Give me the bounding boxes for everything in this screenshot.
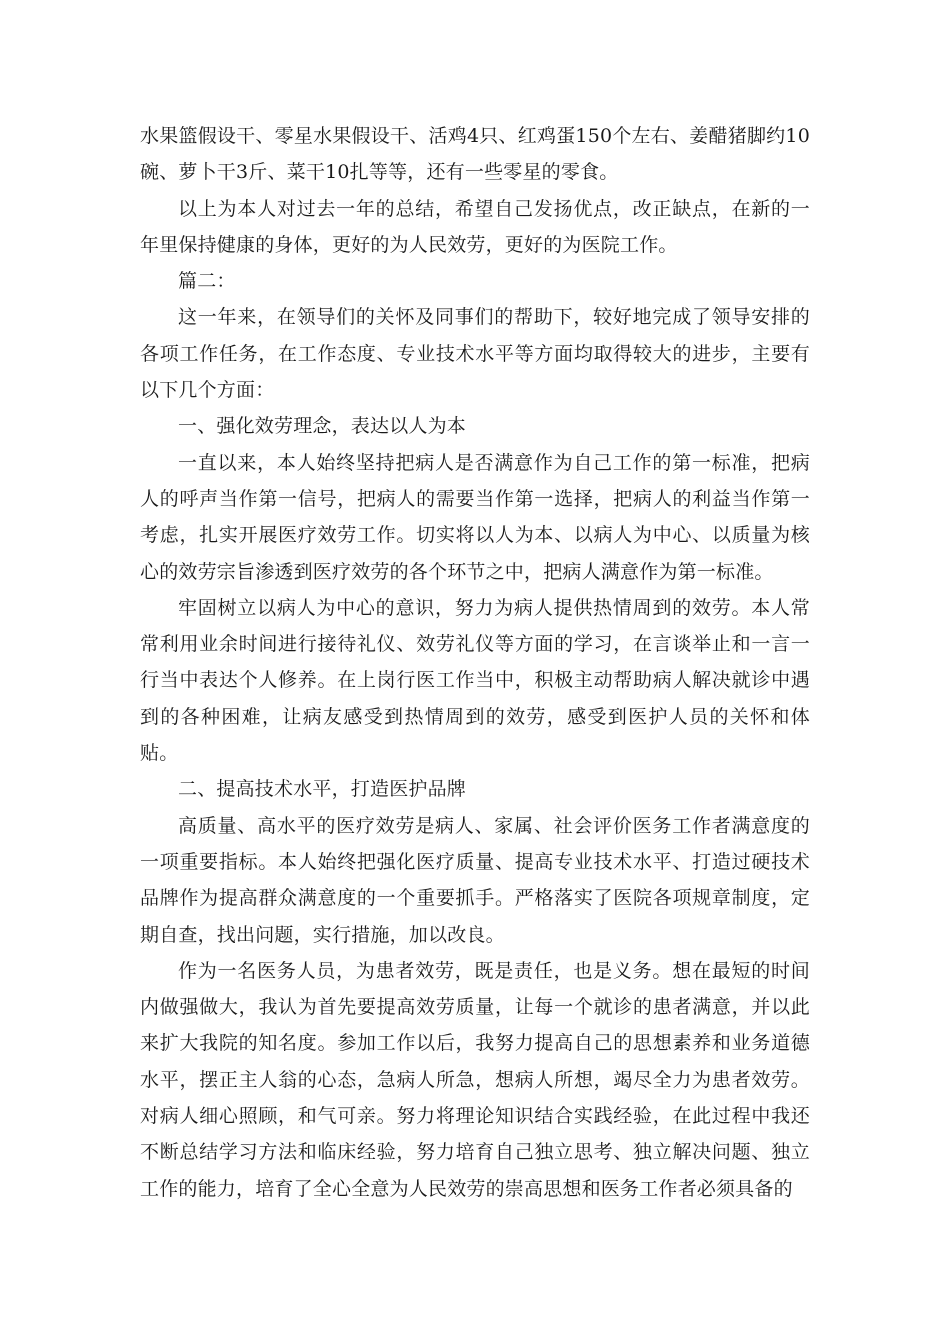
paragraph-6: 高质量、高水平的医疗效劳是病人、家属、社会评价医务工作者满意度的一项重要指标。本人始终把强化医疗质量、提高专业技术水平、打造过硬技术品牌作为提高群众满意度的一个重要抓手。严格落实了医院各项规章制度，定期自查，找出问题，实行措施，加以改良。 <box>140 814 810 946</box>
paragraph-4: 一直以来，本人始终坚持把病人是否满意作为自己工作的第一标准，把病人的呼声当作第一信号，把病人的需要当作第一选择，把病人的利益当作第一考虑，扎实开展医疗效劳工作。切实将以人为本、以病人为中心、以质量为核心的效劳宗旨渗透到医疗效劳的各个环节之中，把病人满意作为第一标准。 <box>140 451 810 583</box>
subheading-1: 一、强化效劳理念，表达以人为本 <box>178 415 467 438</box>
section-heading-part-two: 篇二： <box>178 270 236 293</box>
subheading-2: 二、提高技术水平，打造医护品牌 <box>178 778 467 801</box>
paragraph-1: 水果篮假设干、零星水果假设干、活鸡4只、红鸡蛋150个左右、姜醋猪脚约10碗、萝卜干3斤、菜干10扎等等，还有一些零星的零食。 <box>140 125 810 184</box>
document-body <box>140 118 810 1207</box>
paragraph-5: 牢固树立以病人为中心的意识，努力为病人提供热情周到的效劳。本人常常利用业余时间进行接待礼仪、效劳礼仪等方面的学习，在言谈举止和一言一行当中表达个人修养。在上岗行医工作当中，积极主动帮助病人解决就诊中遇到的各种困难，让病友感受到热情周到的效劳，感受到医护人员的关怀和体贴。 <box>140 596 810 765</box>
paragraph-2: 以上为本人对过去一年的总结，希望自己发扬优点，改正缺点，在新的一年里保持健康的身体，更好的为人民效劳，更好的为医院工作。 <box>140 197 810 256</box>
paragraph-7: 作为一名医务人员，为患者效劳，既是责任，也是义务。想在最短的时间内做强做大，我认为首先要提高效劳质量，让每一个就诊的患者满意，并以此来扩大我院的知名度。参加工作以后，我努力提高自己的思想素养和业务道德水平，摆正主人翁的心态，急病人所急，想病人所想，竭尽全力为患者效劳。对病人细心照顾，和气可亲。努力将理论知识结合实践经验，在此过程中我还不断总结学习方法和临床经验，努力培育自己独立思考、独立解决问题、独立工作的能力，培育了全心全意为人民效劳的崇高思想和医务工作者必须具备的 <box>140 959 810 1200</box>
paragraph-3: 这一年来，在领导们的关怀及同事们的帮助下，较好地完成了领导安排的各项工作任务，在工作态度、专业技术水平等方面均取得较大的进步，主要有以下几个方面： <box>140 306 810 402</box>
